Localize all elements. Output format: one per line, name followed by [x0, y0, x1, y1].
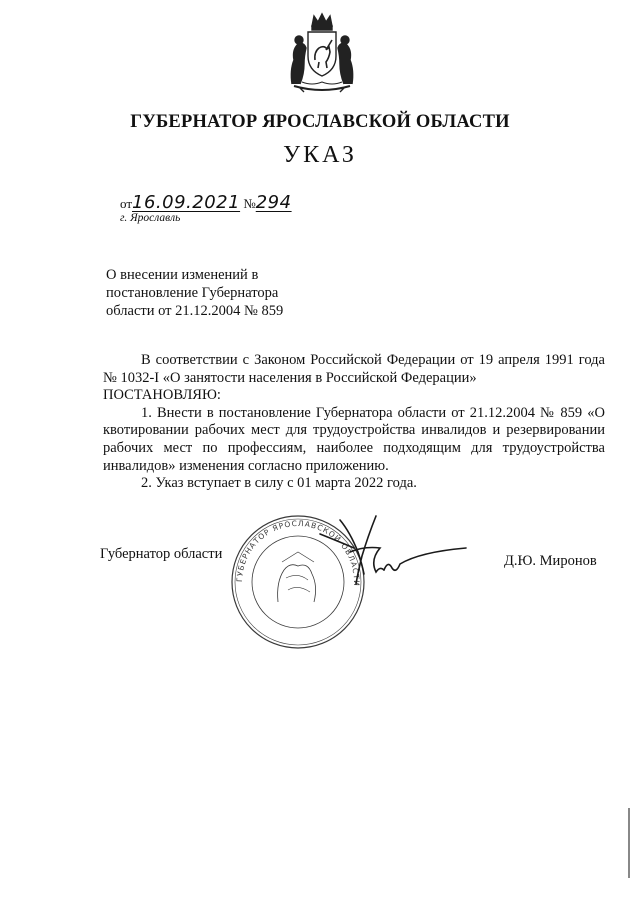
document-type: УКАЗ	[283, 142, 357, 168]
subject-line: О внесении изменений в	[106, 267, 259, 283]
coat-of-arms-icon	[282, 12, 362, 94]
margin-mark	[628, 808, 630, 878]
signatory-name: Д.Ю. Миронов	[504, 553, 597, 569]
issuing-authority: ГУБЕРНАТОР ЯРОСЛАВСКОЙ ОБЛАСТИ	[130, 112, 510, 132]
number-prefix: №	[243, 196, 256, 211]
preamble: В соответствии с Законом Российской Федерации от 19 апреля 1991 года № 1032-I «О занятости населения в Российской Федерации»	[103, 352, 605, 386]
document-subject	[106, 266, 406, 320]
resolve-word: ПОСТАНОВЛЯЮ:	[103, 387, 221, 404]
document-body	[103, 352, 605, 493]
city: г. Ярославль	[120, 212, 181, 224]
subject-line: области от 21.12.2004 № 859	[106, 303, 284, 319]
date-number-line	[120, 192, 292, 213]
date-prefix: от	[120, 196, 133, 211]
signatory-position: Губернатор области	[100, 546, 223, 562]
item-2: 2. Указ вступает в силу с 01 марта 2022 года.	[141, 475, 417, 492]
seal-text: ГУБЕРНАТОР ЯРОСЛАВСКОЙ ОБЛАСТИ	[234, 518, 362, 587]
subject-line: постановление Губернатора	[106, 285, 279, 301]
item-1: 1. Внести в постановление Губернатора области от 21.12.2004 № 859 «О квотировании рабочих мест для трудоустройства инвалидов и резервировании рабочих мест по профессиям, наиболее подходящим для трудоустройства инвалидов» изменения согласно приложению.	[103, 404, 605, 474]
handwritten-signature	[280, 512, 480, 592]
document-date: 16.09.2021	[132, 192, 241, 213]
document-number: 294	[255, 192, 292, 213]
